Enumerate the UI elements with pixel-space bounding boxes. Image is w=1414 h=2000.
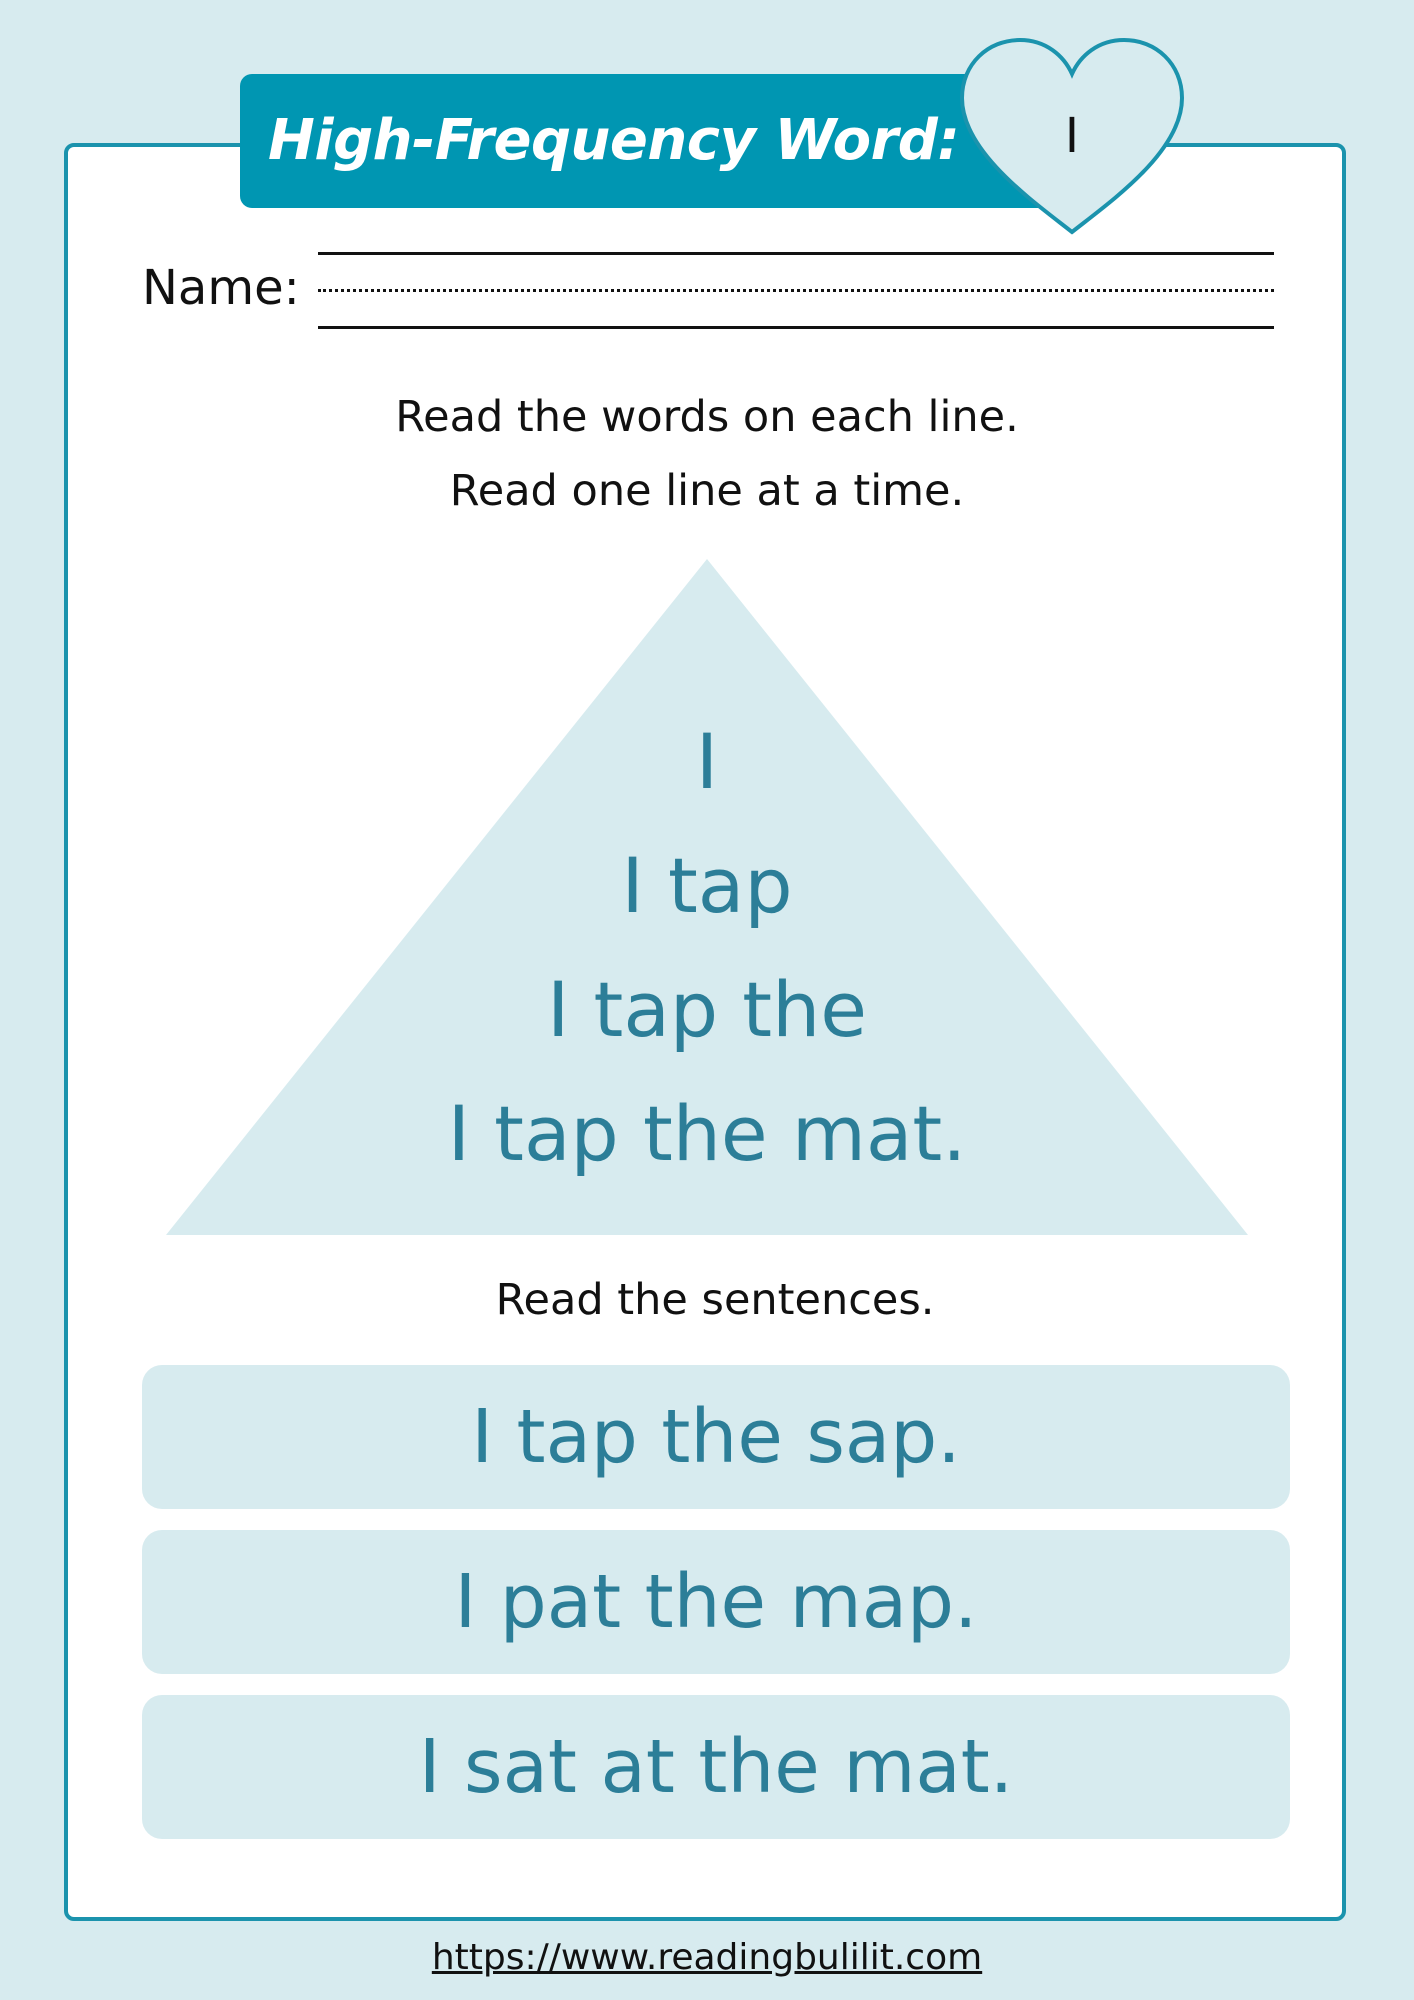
page-title: High-Frequency Word: [268,108,960,173]
name-writing-line-baseline [318,326,1274,329]
name-writing-line-midline [318,289,1274,292]
instruction-line-2: Read one line at a time. [449,466,965,516]
high-frequency-word: I [1064,108,1080,164]
pyramid-line: I [695,717,719,806]
pyramid-line: I tap [621,841,793,930]
pyramid-line: I tap the mat. [447,1089,967,1178]
sentence-box: I tap the sap. [142,1365,1290,1509]
pyramid-line: I tap the [546,965,868,1054]
instruction-line-1: Read the words on each line. [395,392,1019,442]
footer-link[interactable]: https://www.readingbulilit.com [431,1937,983,1978]
name-label: Name: [142,260,300,316]
name-writing-line-top[interactable] [318,252,1274,255]
instructions [200,380,1214,528]
sentence-box: I sat at the mat. [142,1695,1290,1839]
word-pyramid [166,700,1248,1196]
sentences-heading: Read the sentences. [495,1275,935,1325]
sentence-box: I pat the map. [142,1530,1290,1674]
